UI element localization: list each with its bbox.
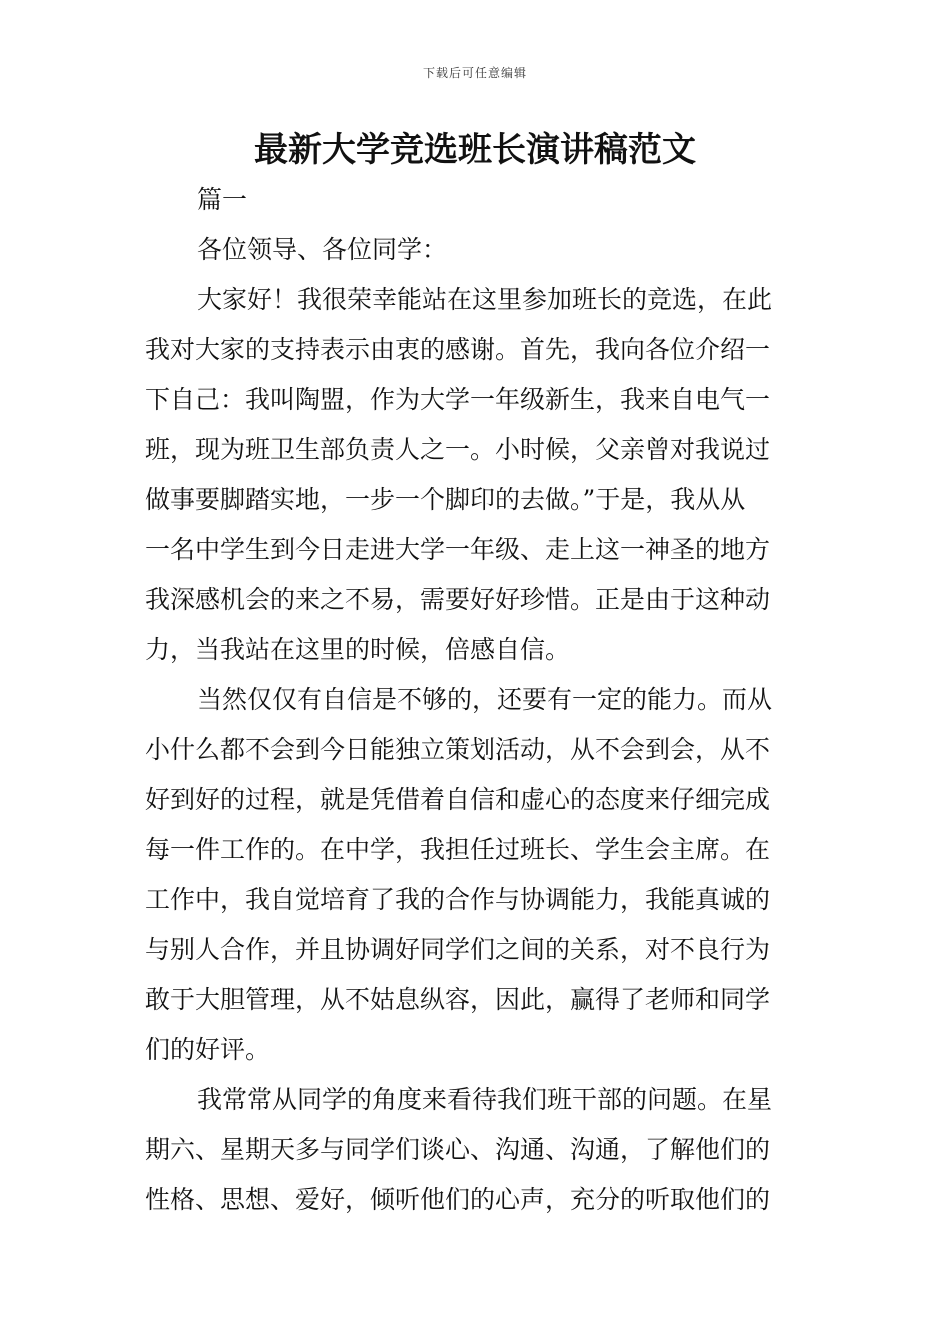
body-line: 我对大家的支持表示由衷的感谢。首先，我向各位介绍一 xyxy=(145,335,771,364)
body-line: 每一件工作的。在中学，我担任过班长、学生会主席。在 xyxy=(145,835,771,864)
body-line: 力，当我站在这里的时候，倍感自信。 xyxy=(145,635,571,664)
body-line: 当然仅仅有自信是不够的，还要有一定的能力。而从 xyxy=(197,685,773,714)
body-line: 期六、星期天多与同学们谈心、沟通、沟通，了解他们的 xyxy=(145,1135,771,1164)
body-line: 们的好评。 xyxy=(145,1035,271,1064)
page-header-note: 下载后可任意编辑 xyxy=(422,66,527,80)
document-body xyxy=(145,175,807,1225)
body-line: 我常常从同学的角度来看待我们班干部的问题。在星 xyxy=(197,1085,773,1114)
body-line: 做事要脚踏实地，一步一个脚印的去做。”于是，我从从 xyxy=(145,485,746,514)
body-line: 下自己：我叫陶盟，作为大学一年级新生，我来自电气一 xyxy=(145,385,771,414)
body-line: 一名中学生到今日走进大学一年级、走上这一神圣的地方 xyxy=(145,535,771,564)
body-line: 小什么都不会到今日能独立策划活动，从不会到会，从不 xyxy=(145,735,771,764)
body-line: 好到好的过程，就是凭借着自信和虚心的态度来仔细完成 xyxy=(145,785,771,814)
body-line: 敢于大胆管理，从不姑息纵容，因此，赢得了老师和同学 xyxy=(145,985,771,1014)
body-line: 我深感机会的来之不易，需要好好珍惜。正是由于这种动 xyxy=(145,585,771,614)
body-line: 班，现为班卫生部负责人之一。小时候，父亲曾对我说过 xyxy=(145,435,771,464)
body-line: 与别人合作，并且协调好同学们之间的关系，对不良行为 xyxy=(145,935,771,964)
document-title: 最新大学竞选班长演讲稿范文 xyxy=(254,130,696,170)
body-line: 各位领导、各位同学： xyxy=(197,235,448,264)
body-line: 工作中，我自觉培育了我的合作与协调能力，我能真诚的 xyxy=(145,885,771,914)
body-line: 大家好！我很荣幸能站在这里参加班长的竞选，在此 xyxy=(197,285,773,314)
body-line: 性格、思想、爱好，倾听他们的心声，充分的听取他们的 xyxy=(145,1185,771,1214)
body-line: 篇一 xyxy=(197,185,248,214)
